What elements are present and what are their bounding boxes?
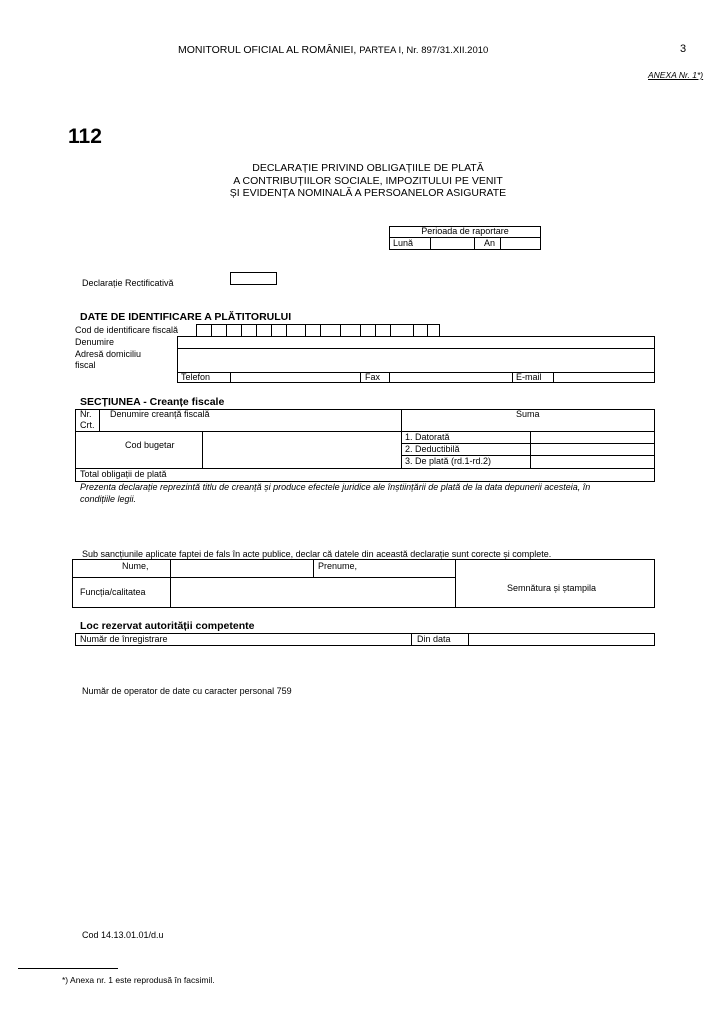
divider [72,577,455,578]
declaration-statement: Sub sancțiunile aplicate faptei de fals în acte publice, declar că datele din această declarație sunt corecte și complete. [82,549,552,559]
crt-label: Crt. [80,420,95,430]
footnote: *) Anexa nr. 1 este reprodusă în facsimil. [62,975,215,985]
suma-label: Suma [516,409,540,419]
semnatura-label: Semnătura și ștampila [507,583,597,593]
form-title-line-1: DECLARAȚIE PRIVIND OBLIGAȚIILE DE PLATĂ [252,162,484,174]
nume-label: Nume, [122,561,149,571]
divider [360,372,361,383]
din-data-label: Din data [417,634,451,644]
divider [202,431,203,468]
divider [474,237,475,250]
divider [99,409,100,431]
form-code: Cod 14.13.01.01/d.u [82,930,164,940]
divider [75,431,401,432]
divider [512,372,513,383]
legal-note-line-2: condițiile legii. [80,494,137,504]
divider [455,559,456,608]
row-de-plata: 3. De plată (rd.1-rd.2) [405,456,492,466]
divider [468,633,469,646]
month-label: Lună [393,238,414,248]
row-deductibila: 2. Deductibilă [405,444,460,454]
divider [313,559,314,577]
legal-note-line-1: Prezenta declarație reprezintă titlu de creanță și produce efectele juridice ale înștiințării de plată de la data depunerii acesteia, în [80,482,591,492]
datorata-amount-field[interactable] [531,432,654,443]
form-number: 112 [68,125,102,148]
cod-fiscal-label: Cod de identificare fiscală [75,325,179,335]
year-field[interactable] [501,238,540,249]
fax-label: Fax [365,372,381,382]
functia-label: Funcția/calitatea [80,587,146,597]
form-title-line-2: A CONTRIBUȚIILOR SOCIALE, IMPOZITULUI PE VENIT [233,174,503,187]
de-plata-amount-field[interactable] [531,456,654,467]
nr-inregistrare-label: Număr de înregistrare [80,634,168,644]
divider [230,372,231,383]
denumire-creanta-label: Denumire creanță fiscală [110,409,210,419]
form-title-line-3: ȘI EVIDENȚA NOMINALĂ A PERSOANELOR ASIGURATE [229,187,507,199]
total-label: Total obligații de plată [80,469,167,479]
denumire-label: Denumire [75,337,115,347]
authority-heading: Loc rezervat autorității competente [80,620,255,632]
section-heading: SECȚIUNEA - Creanțe fiscale [80,396,225,408]
row-datorata: 1. Datorată [405,432,450,442]
adresa-label-2: fiscal [75,360,96,370]
divider [170,559,171,608]
email-label: E-mail [516,372,542,382]
adresa-field[interactable] [177,348,655,383]
gazette-part: PARTEA I, Nr. 897/31.XII.2010 [359,45,489,56]
year-label: An [484,238,496,248]
month-field[interactable] [431,238,473,249]
annex-label: ANEXA Nr. 1*) [648,70,704,80]
rectificativa-checkbox[interactable] [230,272,277,285]
reporting-period-label: Perioada de raportare [421,226,509,236]
form-title [208,162,528,200]
telefon-label: Telefon [181,372,211,382]
prenume-label: Prenume, [318,561,358,571]
rectificativa-label: Declarație Rectificativă [82,278,174,288]
adresa-label-1: Adresă domiciliu [75,349,142,359]
gazette-header [178,44,488,56]
operator-number: Număr de operator de date cu caracter personal 759 [82,686,292,696]
cod-bugetar-label: Cod bugetar [125,440,175,450]
divider [177,372,655,373]
identification-heading: DATE DE IDENTIFICARE A PLĂTITORULUI [80,311,292,323]
divider [401,409,402,468]
gazette-title: MONITORUL OFICIAL AL ROMÂNIEI, [178,44,357,56]
divider [411,633,412,646]
page-number: 3 [680,43,687,55]
deductibila-amount-field[interactable] [531,444,654,455]
divider [389,372,390,383]
footnote-rule [18,968,118,969]
divider [553,372,554,383]
nr-label: Nr. [80,409,92,419]
